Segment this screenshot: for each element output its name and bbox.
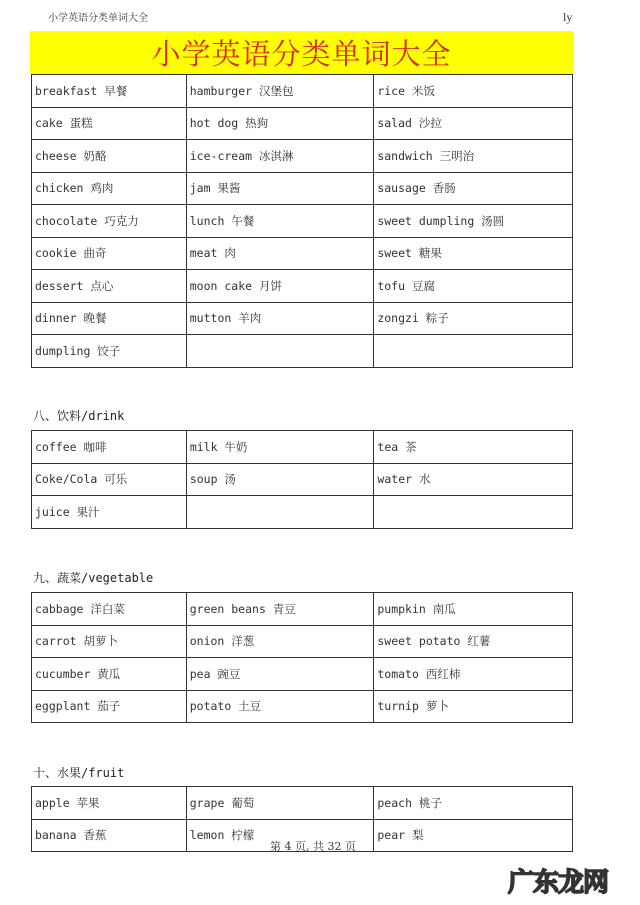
word-table-food xyxy=(31,74,573,368)
word-cell xyxy=(186,335,374,368)
word-cell: salad 沙拉 xyxy=(374,107,573,140)
word-cell: banana 香蕉 xyxy=(32,819,187,852)
word-cell: mutton 羊肉 xyxy=(186,302,374,335)
table-row xyxy=(32,658,573,691)
table-row xyxy=(32,107,573,140)
word-cell: carrot 胡萝卜 xyxy=(32,625,187,658)
word-table-drink xyxy=(31,430,573,529)
word-cell xyxy=(374,496,573,529)
word-cell: chicken 鸡肉 xyxy=(32,172,187,205)
word-cell: hamburger 汉堡包 xyxy=(186,75,374,108)
word-cell: meat 肉 xyxy=(186,237,374,270)
word-cell: ice-cream 冰淇淋 xyxy=(186,140,374,173)
table-row xyxy=(32,431,573,464)
table-row xyxy=(32,140,573,173)
word-cell: cheese 奶酪 xyxy=(32,140,187,173)
word-cell xyxy=(186,496,374,529)
word-cell xyxy=(374,335,573,368)
section-heading-fruit: 十、水果/fruit xyxy=(33,766,125,780)
word-cell: lemon 柠檬 xyxy=(186,819,374,852)
word-cell: sweet 糖果 xyxy=(374,237,573,270)
word-cell: hot dog 热狗 xyxy=(186,107,374,140)
word-cell: dumpling 饺子 xyxy=(32,335,187,368)
table-row xyxy=(32,625,573,658)
word-cell: pumpkin 南瓜 xyxy=(374,593,573,626)
word-cell: dinner 晚餐 xyxy=(32,302,187,335)
word-cell: pea 豌豆 xyxy=(186,658,374,691)
word-cell: sandwich 三明治 xyxy=(374,140,573,173)
word-cell: cake 蛋糕 xyxy=(32,107,187,140)
word-cell: grape 葡萄 xyxy=(186,787,374,820)
word-cell: cookie 曲奇 xyxy=(32,237,187,270)
word-table-vegetable xyxy=(31,592,573,723)
word-cell: sweet dumpling 汤圆 xyxy=(374,205,573,238)
word-cell: milk 牛奶 xyxy=(186,431,374,464)
word-cell: pear 梨 xyxy=(374,819,573,852)
title-band xyxy=(30,31,573,74)
word-cell: chocolate 巧克力 xyxy=(32,205,187,238)
word-cell: apple 苹果 xyxy=(32,787,187,820)
word-cell: sweet potato 红薯 xyxy=(374,625,573,658)
word-cell: cucumber 黄瓜 xyxy=(32,658,187,691)
word-cell: cabbage 洋白菜 xyxy=(32,593,187,626)
watermark-logo: 广东龙网 xyxy=(508,868,609,898)
word-cell: Coke/Cola 可乐 xyxy=(32,463,187,496)
word-cell: jam 果酱 xyxy=(186,172,374,205)
word-cell: green beans 青豆 xyxy=(186,593,374,626)
word-cell: tofu 豆腐 xyxy=(374,270,573,303)
table-row xyxy=(32,270,573,303)
table-row xyxy=(32,496,573,529)
word-cell: tomato 西红柿 xyxy=(374,658,573,691)
word-cell: rice 米饭 xyxy=(374,75,573,108)
word-cell: juice 果汁 xyxy=(32,496,187,529)
word-cell: water 水 xyxy=(374,463,573,496)
running-header-right: ly xyxy=(563,10,573,24)
table-row xyxy=(32,172,573,205)
section-heading-drink: 八、饮料/drink xyxy=(33,409,125,423)
page-title: 小学英语分类单词大全 xyxy=(151,37,452,71)
word-cell: tea 茶 xyxy=(374,431,573,464)
word-cell: potato 土豆 xyxy=(186,690,374,723)
running-header: 小学英语分类单词大全 xyxy=(48,13,148,24)
table-row xyxy=(32,335,573,368)
word-cell: zongzi 粽子 xyxy=(374,302,573,335)
word-cell: moon cake 月饼 xyxy=(186,270,374,303)
table-row xyxy=(32,463,573,496)
table-row xyxy=(32,237,573,270)
word-cell: dessert 点心 xyxy=(32,270,187,303)
table-row xyxy=(32,205,573,238)
word-cell: onion 洋葱 xyxy=(186,625,374,658)
word-cell: coffee 咖啡 xyxy=(32,431,187,464)
section-heading-vegetable: 九、蔬菜/vegetable xyxy=(33,571,154,585)
page-footer: 第 4 页, 共 32 页 xyxy=(270,840,356,853)
table-row xyxy=(32,593,573,626)
word-cell: turnip 萝卜 xyxy=(374,690,573,723)
table-row xyxy=(32,302,573,335)
word-cell: peach 桃子 xyxy=(374,787,573,820)
word-cell: sausage 香肠 xyxy=(374,172,573,205)
word-cell: eggplant 茄子 xyxy=(32,690,187,723)
word-cell: lunch 午餐 xyxy=(186,205,374,238)
word-cell: breakfast 早餐 xyxy=(32,75,187,108)
word-cell: soup 汤 xyxy=(186,463,374,496)
table-row xyxy=(32,75,573,108)
table-row xyxy=(32,690,573,723)
table-row xyxy=(32,787,573,820)
